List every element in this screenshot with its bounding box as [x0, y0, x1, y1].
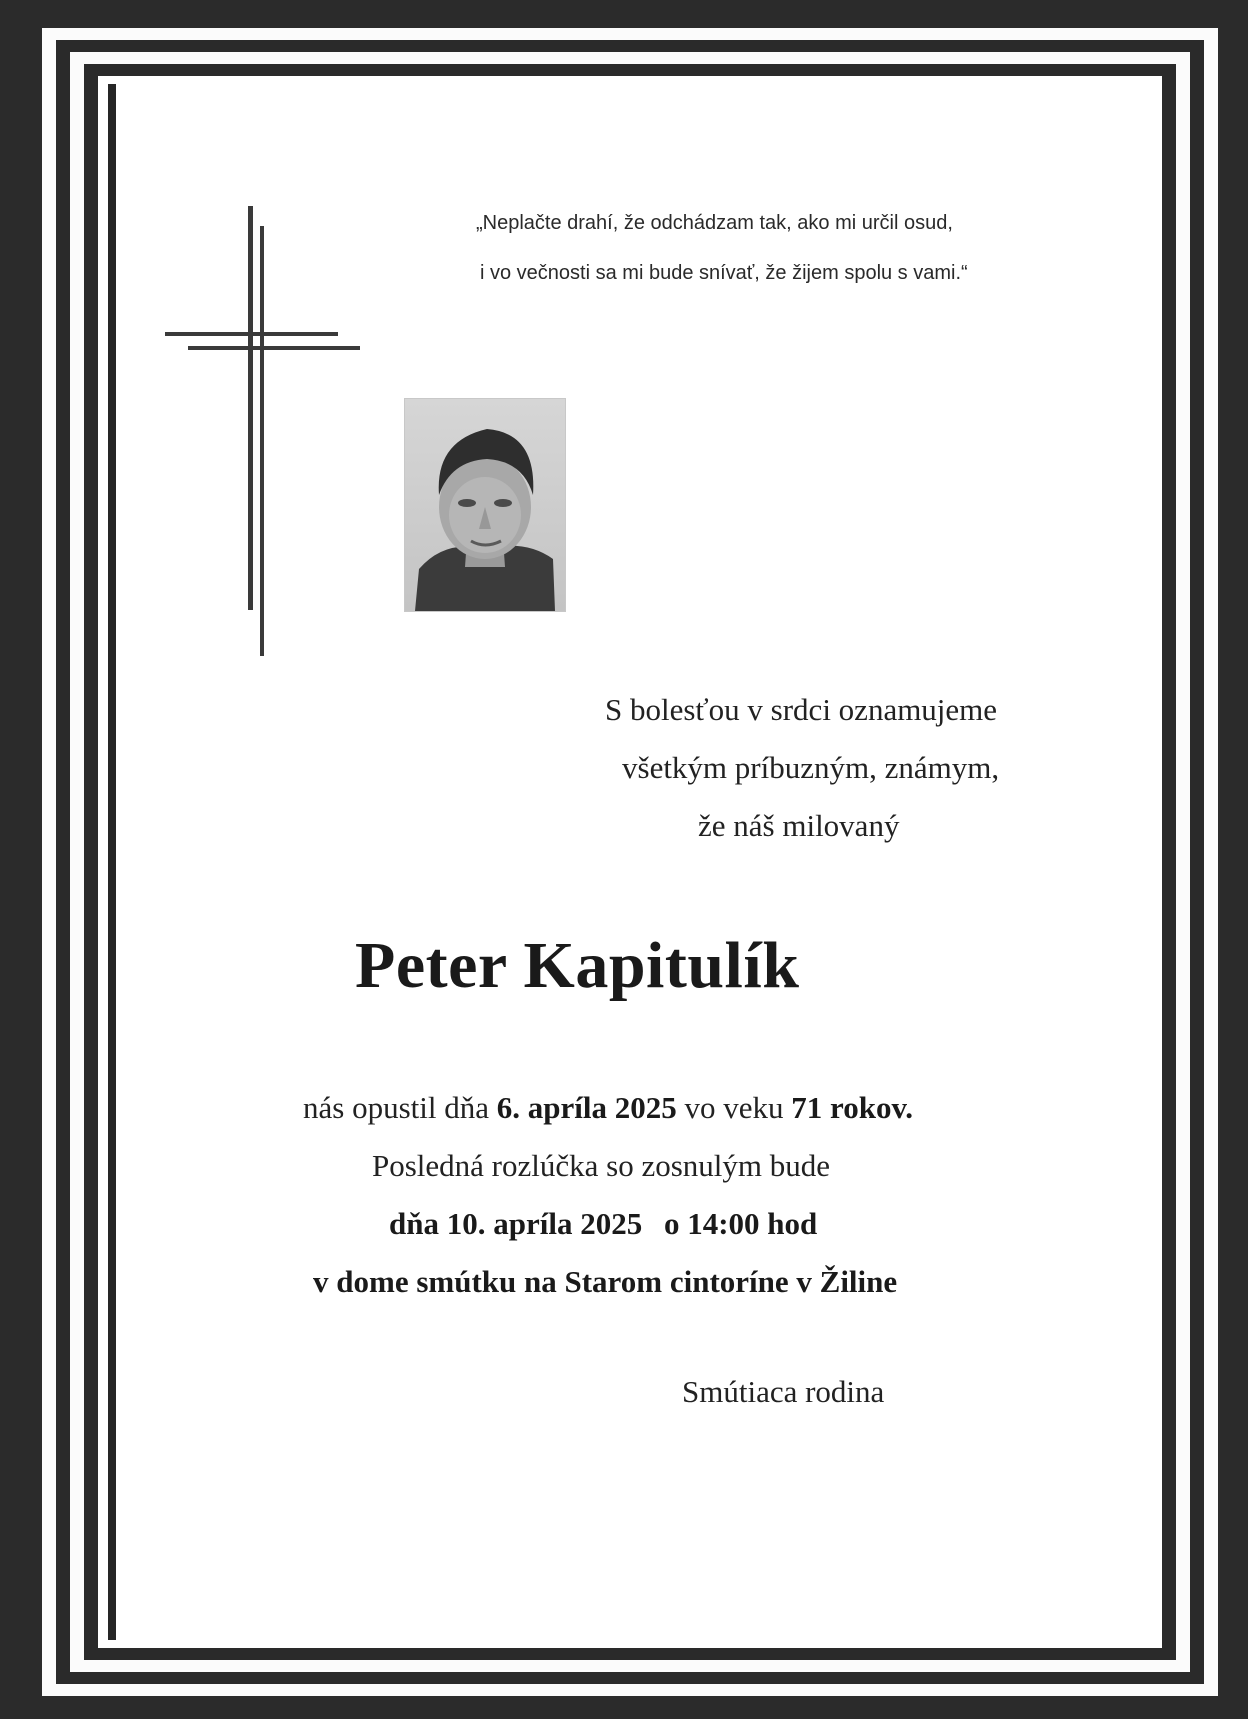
death-info-line: [303, 1090, 913, 1126]
quote-line-2: i vo večnosti sa mi bude snívať, že žijem spolu s vami.“: [480, 262, 968, 284]
portrait-photo: [404, 398, 566, 612]
deceased-name: Peter Kapitulík: [355, 929, 800, 1002]
signature: Smútiaca rodina: [682, 1374, 885, 1409]
funeral-time: o 14:00 hod: [663, 1206, 818, 1241]
paper: [116, 80, 1162, 1648]
death-date: 6. apríla 2025: [496, 1090, 677, 1125]
funeral-date: dňa 10. apríla 2025: [389, 1206, 643, 1241]
announcement-line-3: že náš milovaný: [698, 808, 900, 843]
funeral-place: v dome smútku na Starom cintoríne v Žiline: [313, 1264, 898, 1299]
farewell-line: Posledná rozlúčka so zosnulým bude: [372, 1148, 831, 1183]
announcement-line-1: S bolesťou v srdci oznamujeme: [605, 692, 998, 727]
death-prefix: nás opustil dňa: [303, 1090, 489, 1125]
funeral-date-line: [389, 1206, 817, 1242]
age-prefix: vo veku: [684, 1090, 784, 1125]
quote-line-1: „Neplačte drahí, že odchádzam tak, ako mi určil osud,: [476, 212, 953, 234]
announcement-line-2: všetkým príbuzným, známym,: [622, 750, 1000, 785]
age: 71 rokov.: [791, 1090, 913, 1125]
